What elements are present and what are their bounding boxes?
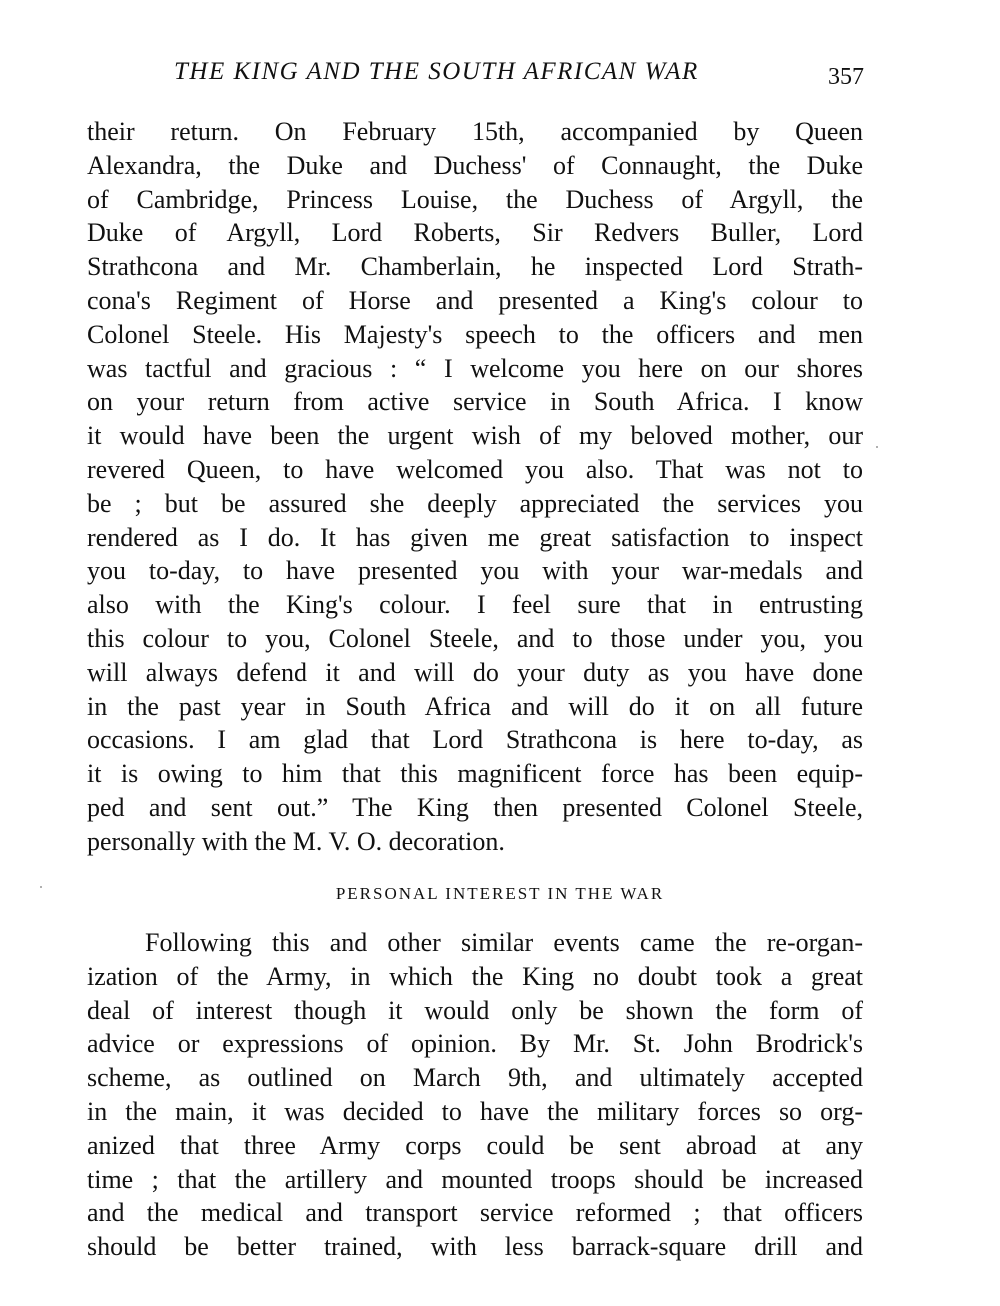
text-line: in the past year in South Africa and will do it on all future bbox=[87, 691, 863, 721]
paragraph-king-speech bbox=[87, 115, 863, 859]
text-line: will always defend it and will do your duty as you have done bbox=[87, 657, 863, 687]
text-line: advice or expressions of opinion. By Mr. St. John Brodrick's bbox=[87, 1029, 863, 1059]
text-line: Colonel Steele. His Majesty's speech to the officers and men bbox=[87, 319, 863, 349]
text-line: their return. On February 15th, accompanied by Queen bbox=[87, 117, 863, 146]
text-line: revered Queen, to have welcomed you also. That was not to bbox=[87, 454, 863, 484]
text-line: Following this and other similar events came the re-organ- bbox=[145, 928, 863, 957]
section-heading: PERSONAL INTEREST IN THE WAR bbox=[335, 884, 665, 903]
text-line: time ; that the artillery and mounted troops should be increased bbox=[87, 1164, 863, 1194]
text-line: deal of interest though it would only be shown the form of bbox=[87, 995, 863, 1025]
text-line: also with the King's colour. I feel sure that in entrusting bbox=[87, 590, 863, 620]
text-line: and the medical and transport service reformed ; that officers bbox=[87, 1198, 863, 1228]
text-line: occasions. I am glad that Lord Strathcona is here to-day, as bbox=[87, 725, 863, 755]
text-line: scheme, as outlined on March 9th, and ultimately accepted bbox=[87, 1063, 863, 1093]
text-line: ped and sent out.” The King then presented Colonel Steele, bbox=[87, 792, 863, 822]
paragraph-army-reorganization bbox=[87, 926, 863, 1264]
running-head bbox=[86, 58, 864, 94]
text-line: Duke of Argyll, Lord Roberts, Sir Redvers Buller, Lord bbox=[87, 218, 863, 248]
text-line: be ; but be assured she deeply appreciated the services you bbox=[87, 488, 863, 518]
text-line: Strathcona and Mr. Chamberlain, he inspected Lord Strath- bbox=[87, 252, 863, 282]
scan-speck bbox=[876, 446, 878, 448]
text-line: this colour to you, Colonel Steele, and to those under you, you bbox=[87, 623, 863, 653]
text-line: it would have been the urgent wish of my beloved mother, our bbox=[87, 421, 863, 451]
text-line: anized that three Army corps could be sent abroad at any bbox=[87, 1130, 863, 1160]
text-line: was tactful and gracious : “ I welcome you here on our shores bbox=[87, 353, 863, 383]
text-line: ization of the Army, in which the King no doubt took a great bbox=[87, 961, 863, 991]
text-line: of Cambridge, Princess Louise, the Duchess of Argyll, the bbox=[87, 184, 863, 214]
text-line: personally with the M. V. O. decoration. bbox=[87, 826, 505, 856]
text-line: on your return from active service in South Africa. I know bbox=[87, 387, 863, 417]
text-line: cona's Regiment of Horse and presented a King's colour to bbox=[87, 285, 863, 315]
text-line: should be better trained, with less barrack-square drill and bbox=[87, 1232, 863, 1262]
text-line: in the main, it was decided to have the military forces so org- bbox=[87, 1096, 863, 1126]
text-line: Alexandra, the Duke and Duchess' of Connaught, the Duke bbox=[87, 150, 863, 180]
page-number: 357 bbox=[828, 64, 864, 90]
text-line: it is owing to him that this magnificent force has been equip- bbox=[87, 759, 863, 789]
scan-speck bbox=[40, 886, 42, 888]
text-line: you to-day, to have presented you with your war-medals and bbox=[87, 556, 863, 586]
text-line: rendered as I do. It has given me great satisfaction to inspect bbox=[87, 522, 863, 552]
running-title: THE KING AND THE SOUTH AFRICAN WAR bbox=[174, 58, 699, 85]
